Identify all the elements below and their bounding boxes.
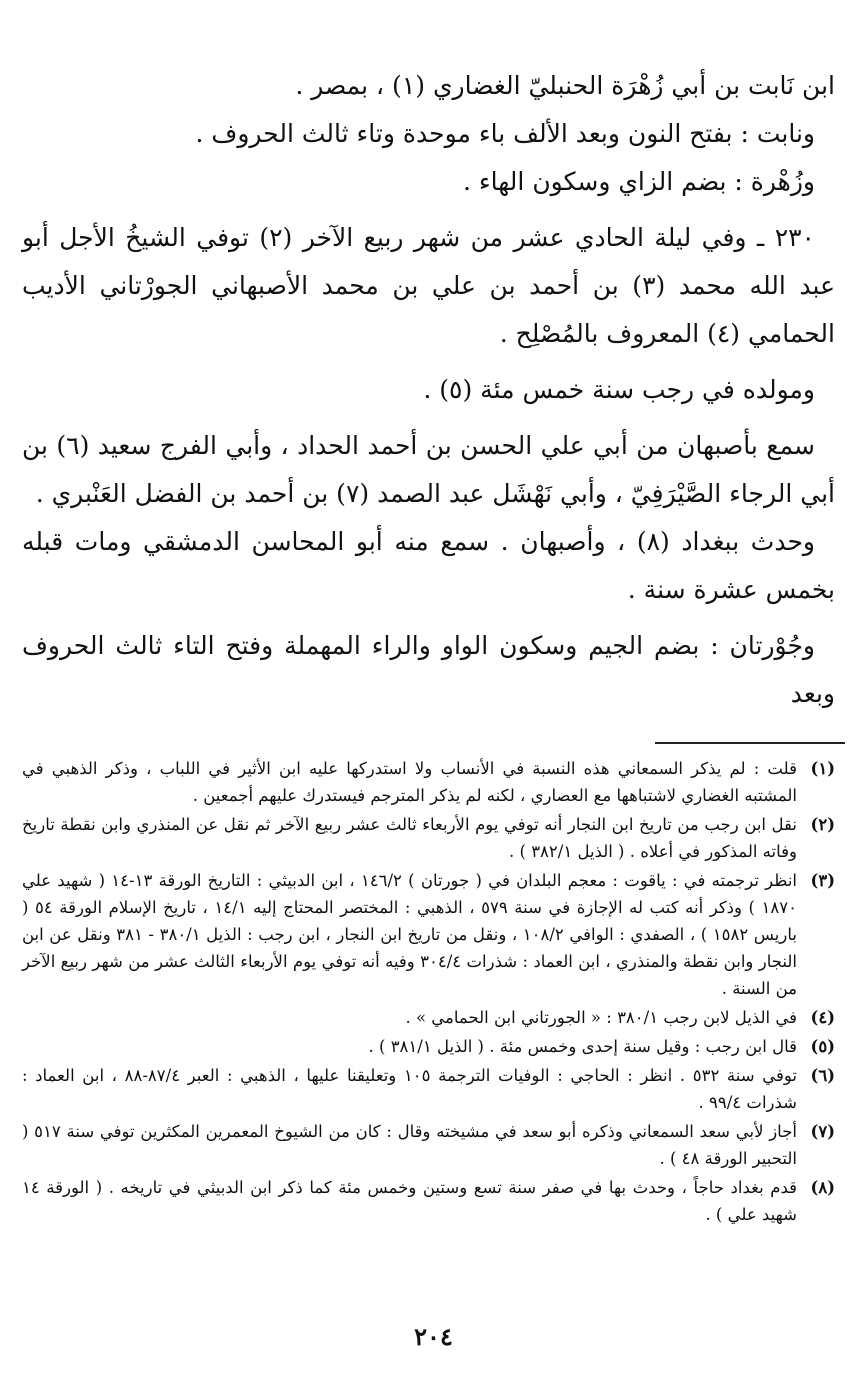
footnote-number: (٧) [810, 1122, 835, 1141]
footnote-3 [22, 867, 835, 1002]
footnote-2 [22, 811, 835, 865]
footnote-8 [22, 1174, 835, 1228]
footnote-4 [22, 1004, 835, 1031]
page-number: ٢٠٤ [414, 1322, 453, 1351]
footnote-text: قدم بغداد حاجاً ، وحدث بها في صفر سنة تسع وستين وخمس مئة كما ذكر ابن الدبيثي في تاريخه . ( الورقة ١٤ شهيد علي ) . [22, 1178, 797, 1224]
footnote-text: قال ابن رجب : وقيل سنة إحدى وخمس مئة . ( الذيل ٣٨١/١ ) . [368, 1037, 797, 1056]
footnote-5 [22, 1033, 835, 1060]
footnote-text: أجاز لأبي سعد السمعاني وذكره أبو سعد في مشيخته وقال : كان من الشيوخ المعمرين المكثرين توفي سنة ٥١٧ ( التحبير الورقة ٤٨ ) . [22, 1122, 797, 1168]
footnote-7 [22, 1118, 835, 1172]
main-body [22, 62, 835, 718]
paragraph-8: وجُوْرتان : بضم الجيم وسكون الواو والراء المهملة وفتح التاء ثالث الحروف وبعد [22, 631, 835, 708]
footnote-number: (٤) [810, 1008, 835, 1027]
footnote-number: (٢) [810, 815, 835, 834]
footnote-text: قلت : لم يذكر السمعاني هذه النسبة في الأنساب ولا استدركها عليه ابن الأثير في اللباب ، وذكر الذهبي في المشتبه الغضاري لاشتباهها مع العصاري ، لكنه لم يذكر المترجم فيستدرك عليهم أجمعين . [22, 759, 797, 805]
paragraph-5: ومولده في رجب سنة خمس مئة (٥) . [423, 375, 815, 404]
paragraph-2: ونابت : بفتح النون وبعد الألف باء موحدة وتاء ثالث الحروف . [195, 119, 815, 148]
main-text [22, 62, 835, 718]
footnote-text: نقل ابن رجب من تاريخ ابن النجار أنه توفي يوم الأربعاء ثالث عشر ربيع الآخر ثم نقل عن المنذري وابن نقطة تاريخ وفاته المذكور في أعلاه . ( الذيل ٣٨٢/١ ) . [22, 815, 797, 861]
footnote-1 [22, 755, 835, 809]
paragraph-6: سمع بأصبهان من أبي علي الحسن بن أحمد الحداد ، وأبي الفرج سعيد (٦) بن أبي الرجاء الصَّيْرَفِيّ ، وأبي نَهْشَل عبد الصمد (٧) بن أحمد بن الفضل العَنْبري . [22, 431, 835, 508]
paragraph-7: وحدث ببغداد (٨) ، وأصبهان . سمع منه أبو المحاسن الدمشقي ومات قبله بخمس عشرة سنة . [22, 527, 835, 604]
footnote-number: (٨) [810, 1178, 835, 1197]
footnote-number: (٥) [810, 1037, 835, 1056]
footnote-number: (٣) [810, 871, 835, 890]
paragraph-4: ٢٣٠ ـ وفي ليلة الحادي عشر من شهر ربيع الآخر (٢) توفي الشيخُ الأجل أبو عبد الله محمد (٣) بن أحمد بن علي بن محمد الأصبهاني الجورْتاني الأديب الحمامي (٤) المعروف بالمُصْلِح . [22, 223, 835, 348]
footnote-text: انظر ترجمته في : ياقوت : معجم البلدان في ( جورتان ) ١٤٦/٢ ، ابن الدبيثي : التاريخ الورقة ١٣-١٤ ( شهيد علي ١٨٧٠ ) وذكر أنه كتب له الإجازة في سنة ٥٧٩ ، الذهبي : المختصر المحتاج إليه ١٤/١ ، تاريخ الإسلام الورقة ٥٤ ( باريس ١٥٨٢ ) ، الصفدي : الوافي ١٠٨/٢ ، ونقل من تاريخ ابن النجار ، ابن رجب : الذيل ٣٨٠/١ - ٣٨١ ونقل عن ابن النجار وابن نقطة والمنذري ، ابن العماد : شذرات ٣٠٤/٤ وفيه أنه توفي يوم الأربعاء الثالث عشر من شهر ربيع الآخر من السنة . [22, 871, 797, 998]
footnotes [22, 755, 835, 1230]
footnote-divider [655, 742, 845, 744]
footnote-6 [22, 1062, 835, 1116]
footnote-text: توفي سنة ٥٣٢ . انظر : الحاجي : الوفيات الترجمة ١٠٥ وتعليقنا عليها ، الذهبي : العبر ٨٧/٤-٨٨ ، ابن العماد : شذرات ٩٩/٤ . [22, 1066, 797, 1112]
footnote-number: (١) [810, 759, 835, 778]
paragraph-1: ابن نَابت بن أبي زُهْرَة الحنبليّ الغضاري (١) ، بمصر . [295, 71, 835, 100]
footnote-number: (٦) [810, 1066, 835, 1085]
paragraph-3: وزُهْرة : بضم الزاي وسكون الهاء . [463, 167, 815, 196]
footnote-text: في الذيل لابن رجب ٣٨٠/١ : « الجورتاني ابن الحمامي » . [405, 1008, 797, 1027]
